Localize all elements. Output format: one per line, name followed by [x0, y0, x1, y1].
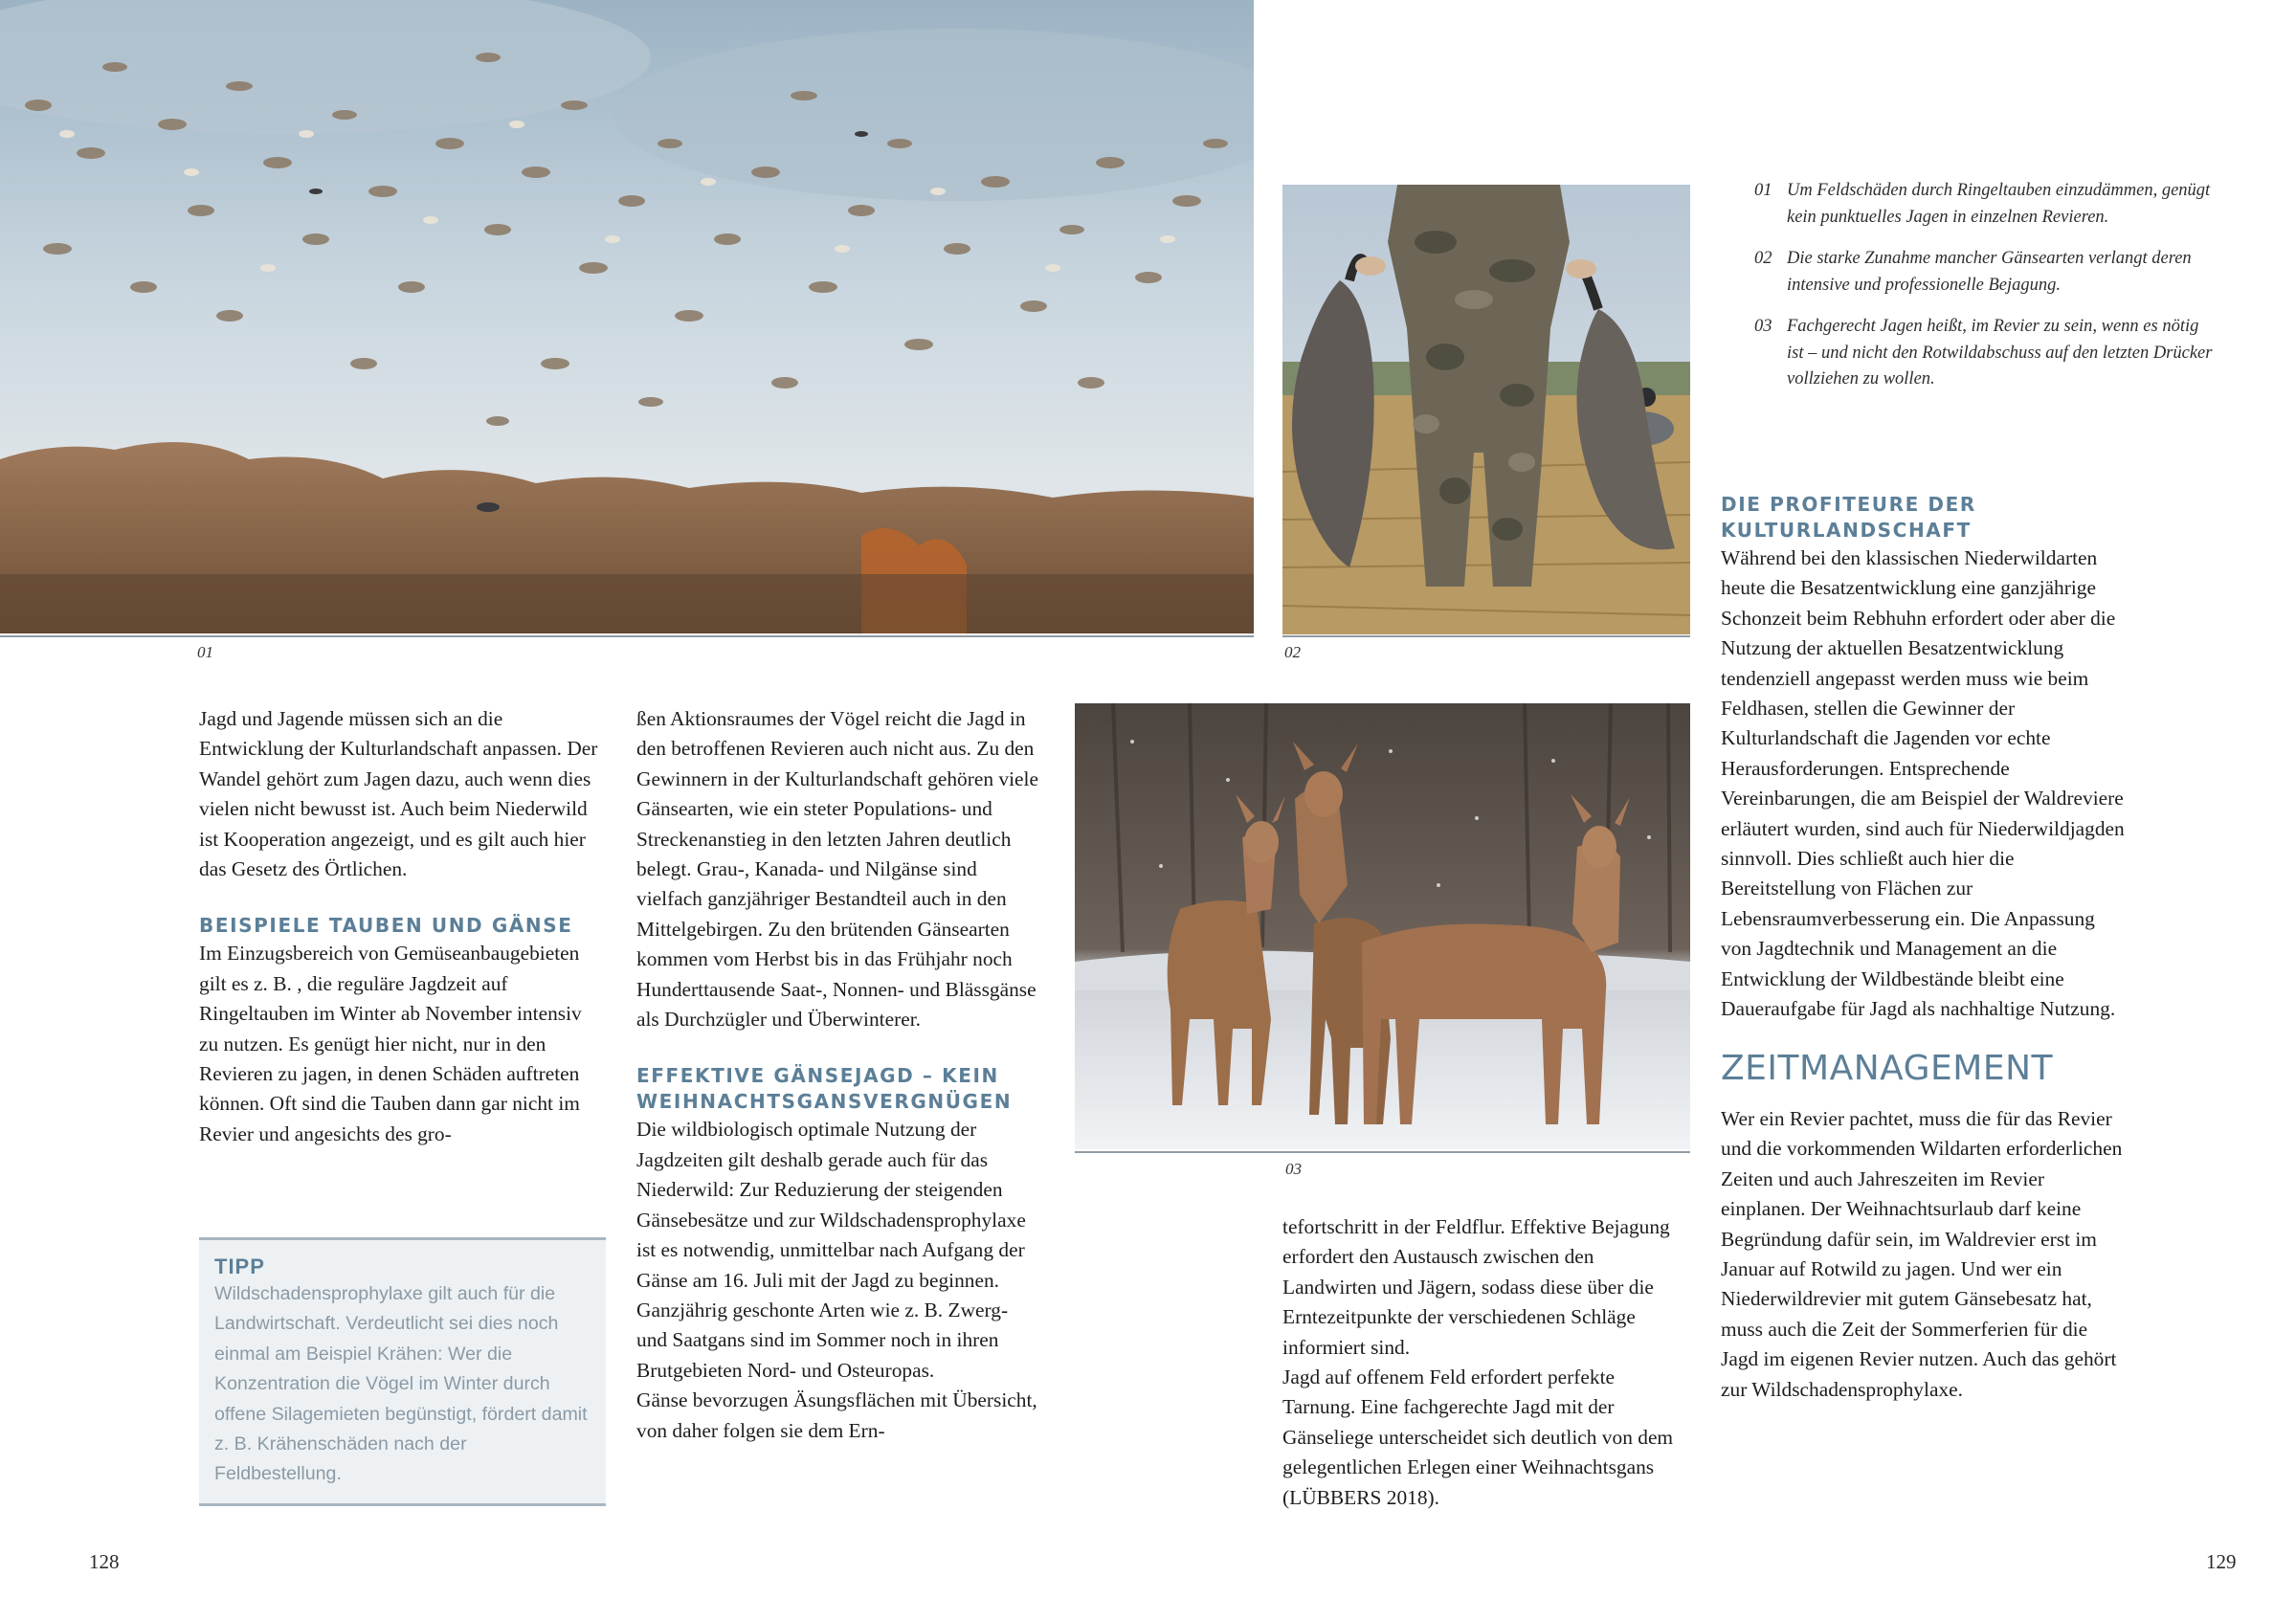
caption-02 — [1754, 246, 2214, 299]
caption-01 — [1754, 178, 2214, 231]
photo-deer-snow — [1075, 703, 1690, 1149]
photo-2-rule — [1282, 635, 1690, 637]
photo-pigeons-flock — [0, 0, 1254, 633]
tipp-text: Wildschadensprophylaxe gilt auch für die Landwirtschaft. Verdeutlicht sei dies noch einmal am Beispiel Krähen: Wer die Konzentration die Vögel im Winter durch offene Silagemieten begünstigt, fördert damit z. B. Krähenschäden nach der Feldbestellung. — [214, 1283, 588, 1485]
caption-text: Die starke Zunahme mancher Gänsearten verlangt deren intensive und professionelle Bejagung. — [1787, 249, 2192, 295]
photo-3-number: 03 — [1285, 1160, 1302, 1178]
zeitmanagement-paragraph: Wer ein Revier pachtet, muss die für das Revier und die vorkommenden Wildarten erforderlichen Zeiten und auch Jahreszeiten im Revier einplanen. Der Weihnachtsurlaub darf keine Begründung dafür sein, im Waldrevier erst im Januar auf Rotwild zu jagen. Und wer ein Niederwildrevier mit gutem Gänsebesatz hat, muss auch die Zeit der Sommerferien für die Jagd im eigenen Revier nutzen. Auch das gehört zur Wildschadensprophylaxe. — [1721, 1106, 2123, 1401]
photo-1-rule — [0, 635, 1254, 637]
column-3 — [1282, 1212, 1688, 1513]
photo-captions — [1754, 178, 2214, 409]
photo-1-number: 01 — [197, 643, 213, 661]
column-2 — [636, 704, 1043, 1446]
intro-paragraph: Jagd und Jagende müssen sich an die Entwicklung der Kulturlandschaft anpassen. Der Wandel gehört zum Jagen dazu, auch wenn dies vielen nicht bewusst ist. Auch beim Niederwild ist Kooperation angezeigt, und es gilt auch hier das Gesetz des Örtlichen. — [199, 707, 598, 881]
heading-effektive-gaensejagd: EFFEKTIVE GÄNSEJAGD – KEIN WEIHNACHTSGANSVERGNÜGEN — [636, 1064, 1013, 1114]
caption-text: Um Feldschäden durch Ringeltauben einzudämmen, genügt kein punktuelles Jagen in einzelnen Revieren. — [1787, 181, 2211, 227]
photo-2-number: 02 — [1284, 643, 1301, 661]
caption-03 — [1754, 314, 2214, 393]
heading-tauben-gaense: BEISPIELE TAUBEN UND GÄNSE — [199, 914, 573, 938]
page-number-left: 128 — [89, 1550, 120, 1573]
tarnung-paragraph: Jagd auf offenem Feld erfordert perfekte Tarnung. Eine fachgerechte Jagd mit der Gänseliege unterscheidet sich deutlich von dem gelegentlichen Erlegen einer Weihnachtsgans (LÜBBERS 2018). — [1282, 1366, 1674, 1509]
page-number-right: 129 — [2206, 1550, 2237, 1573]
ernte-paragraph: tefortschritt in der Feldflur. Effektive Bejagung erfordert den Austausch zwischen den Landwirten und Jägern, sodass diese über die Erntezeitpunkte der verschiedenen Schläge informiert sind. — [1282, 1215, 1670, 1359]
gaensejagd-paragraph-1: Die wildbiologisch optimale Nutzung der Jagdzeiten gilt deshalb gerade auch für das Niederwild: Zur Reduzierung der steigenden Gänsebesätze und zur Wildschadensprophylaxe ist es notwendig, unmittelbar nach Aufgang der Gänse am 16. Juli mit der Jagd zu beginnen. Ganzjährig geschonte Arten wie z. B. Zwerg- und Saatgans sind im Sommer noch in ihren Brutgebieten Nord- und Osteuropas. — [636, 1118, 1026, 1382]
gaensejagd-paragraph-2: Gänse bevorzugen Äsungsflächen mit Übersicht, von daher folgen sie dem Ern- — [636, 1388, 1037, 1442]
heading-profiteure: DIE PROFITEURE DER KULTURLANDSCHAFT — [1721, 493, 1976, 542]
caption-number: 02 — [1754, 249, 1772, 268]
tipp-title: TIPP — [214, 1255, 265, 1278]
photo-hunter-geese — [1282, 185, 1690, 634]
caption-number: 01 — [1754, 181, 1772, 200]
tauben-paragraph: Im Einzugsbereich von Gemüseanbaugebieten gilt es z. B. , die reguläre Jagdzeit auf Ringeltauben im Winter ab November intensiv zu nutzen. Es genügt hier nicht, nur in den Revieren zu jagen, in denen Schäden auftreten können. Oft sind die Tauben dann gar nicht im Revier und angesichts des gro- — [199, 942, 582, 1145]
tipp-box — [199, 1237, 606, 1506]
heading-zeitmanagement: ZEITMANAGEMENT — [1721, 1048, 2053, 1088]
column-4 — [1721, 492, 2127, 1405]
photo-3-rule — [1075, 1151, 1690, 1153]
column-1 — [199, 704, 606, 1149]
caption-number: 03 — [1754, 317, 1772, 336]
gaense-paragraph: ßen Aktionsraumes der Vögel reicht die Jagd in den betroffenen Revieren auch nicht aus. Zu den Gewinnern in der Kulturlandschaft gehören viele Gänsearten, wie ein steter Populations- und Streckenanstieg in den letzten Jahren deutlich belegt. Grau-, Kanada- und Nilgänse sind vielfach ganzjähriger Bestandteil auch in den Mittelgebirgen. Zu den brütenden Gänsearten kommen vom Herbst bis in das Frühjahr noch Hunderttausende Saat-, Nonnen- und Blässgänse als Durchzügler und Überwinterer. — [636, 707, 1038, 1032]
caption-text: Fachgerecht Jagen heißt, im Revier zu sein, wenn es nötig ist – und nicht den Rotwildabschuss auf den letzten Drücker vollziehen zu wollen. — [1787, 317, 2213, 389]
profiteure-paragraph: Während bei den klassischen Niederwildarten heute die Besatzentwicklung eine ganzjährige Schonzeit beim Rebhuhn erfordert oder aber die Nutzung der aktuellen Besatzentwicklung tendenziell angepasst werden muss wie beim Feldhasen, stellen die Gewinner der Kulturlandschaft die Jagenden vor echte Herausforderungen. Entsprechende Vereinbarungen, die am Beispiel der Waldreviere erläutert wurden, sind auch für Niederwildjagden sinnvoll. Dies schließt auch hier die Bereitstellung von Flächen zur Lebensraumverbesserung ein. Die Anpassung von Jagdtechnik und Management an die Entwicklung der Wildbestände bleibt eine Daueraufgabe für Jagd als nachhaltige Nutzung. — [1721, 546, 2125, 1021]
